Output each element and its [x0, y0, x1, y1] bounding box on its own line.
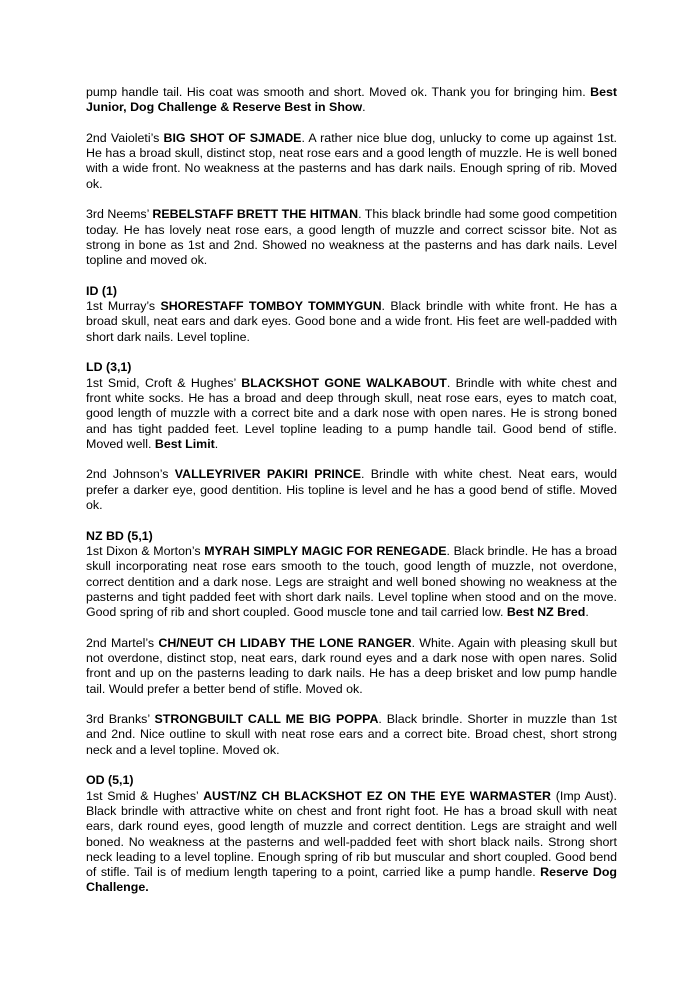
body-text: 3rd Neems’	[86, 207, 153, 222]
highlighted-text: Best NZ Bred	[506, 605, 586, 620]
highlighted-text: Best Limit	[154, 436, 215, 451]
body-text: 1st Dixon & Morton’s	[86, 543, 205, 558]
body-text: . Black brindle with white front. He has a broad skull, neat ears and dark eyes. Good bone and a wide front. His feet are well-padded with short dark nails. Level topline.	[86, 299, 617, 344]
critique-section	[86, 529, 617, 621]
body-text: .	[585, 605, 589, 620]
body-text: . This black brindle had some good competition today. He has lovely neat rose ears, a good length of muzzle and correct scissor bite. Not as strong in bone as 1st and 2nd. Showed no weakness at the pasterns and has dark nails. Level topline and moved ok.	[86, 207, 617, 268]
highlighted-text: SHORESTAFF TOMBOY TOMMYGUN	[160, 299, 382, 314]
body-text: pump handle tail. His coat was smooth and short. Moved ok. Thank you for bringing him.	[86, 85, 591, 99]
body-text: . Brindle with white chest. Neat ears, would prefer a darker eye, good dentition. His topline is level and he has a good bend of stifle. Moved ok.	[86, 467, 617, 513]
body-text: . Black brindle. He has a broad skull incorporating neat rose ears smooth to the touch, good length of muzzle, not overdone, correct dentition and a dark nose. Legs are straight and well boned showing no weakness at the pasterns and tight padded feet with short dark nails. Level topline when stood and on the move. Good spring of rib and short coupled. Good muscle tone and tail carried low.	[86, 543, 618, 620]
body-text: 2nd Vaioleti’s	[86, 130, 164, 145]
class-heading: NZ BD (5,1)	[86, 528, 153, 543]
body-text: 1st Smid & Hughes’	[86, 788, 204, 803]
highlighted-text: MYRAH SIMPLY MAGIC FOR RENEGADE	[204, 543, 447, 558]
body-text: 2nd Johnson’s	[86, 467, 175, 482]
critique-paragraph	[86, 207, 617, 268]
body-text: .	[362, 100, 366, 115]
highlighted-text: Best Junior, Dog Challenge & Reserve Best in Show	[86, 85, 617, 115]
critique-section	[86, 467, 617, 513]
critique-section	[86, 636, 617, 697]
body-text: 1st Murray’s	[86, 299, 161, 314]
highlighted-text: AUST/NZ CH BLACKSHOT EZ ON THE EYE WARMASTER	[203, 788, 551, 803]
highlighted-text: CH/NEUT CH LIDABY THE LONE RANGER	[158, 635, 412, 650]
critique-section	[86, 360, 617, 452]
body-text: 3rd Branks’	[86, 712, 155, 727]
critique-paragraph	[86, 376, 617, 452]
body-text: . Brindle with white chest and front white socks. He has a broad and deep through skull, neat rose ears, eyes to match coat, good length of muzzle with a correct bite and a dark nose with open nares. He is strong boned and has tight padded feet. Level topline leading to a pump handle tail. Good bend of stifle. Moved well.	[86, 375, 618, 451]
critique-paragraph	[86, 636, 617, 697]
critique-paragraph	[86, 299, 617, 345]
critique-section	[86, 131, 617, 192]
document-page	[86, 85, 617, 911]
highlighted-text: BLACKSHOT GONE WALKABOUT	[241, 375, 447, 390]
highlighted-text: VALLEYRIVER PAKIRI PRINCE	[174, 467, 362, 482]
class-heading: OD (5,1)	[86, 773, 134, 788]
class-heading: LD (3,1)	[86, 360, 132, 375]
body-text: (Imp Aust). Black brindle with attractive white on chest and front right foot. He has a broad skull with neat ears, dark round eyes, good length of muzzle and correct dentition. Legs are straight and well boned. No weakness at the pasterns and well-padded feet with short black nails. Strong short neck leading to a level topline. Enough spring of rib but muscular and short coupled. Good bend of stifle. Tail is of medium length tapering to a point, carried like a pump handle.	[86, 788, 617, 880]
critique-paragraph	[86, 712, 617, 758]
critique-paragraph	[86, 467, 617, 513]
highlighted-text: REBELSTAFF BRETT THE HITMAN	[152, 207, 359, 222]
class-heading: ID (1)	[86, 283, 117, 298]
highlighted-text: BIG SHOT OF SJMADE	[163, 130, 302, 145]
critique-section	[86, 207, 617, 268]
body-text: .	[214, 436, 219, 451]
critique-text	[86, 85, 617, 896]
critique-paragraph	[86, 131, 617, 192]
body-text: 1st Smid, Croft & Hughes’	[86, 375, 242, 390]
critique-paragraph	[86, 789, 617, 896]
critique-paragraph	[86, 544, 617, 620]
highlighted-text: Reserve Dog Challenge.	[86, 865, 617, 895]
body-text: . A rather nice blue dog, unlucky to come up against 1st. He has a broad skull, distinct stop, neat rose ears and a good length of muzzle. He is well boned with a wide front. No weakness at the pasterns and has dark nails. Enough spring of rib. Moved ok.	[86, 130, 617, 191]
body-text: . Black brindle. Shorter in muzzle than 1st and 2nd. Nice outline to skull with neat rose ears and a correct bite. Broad chest, short strong neck and a level topline. Moved ok.	[86, 712, 617, 757]
critique-section	[86, 773, 617, 895]
critique-section	[86, 712, 617, 758]
body-text: . White. Again with pleasing skull but not overdone, distinct stop, neat ears, dark round eyes and a dark nose with open nares. Solid front and up on the pasterns leading to dark nails. He has a deep brisket and low pump handle tail. Would prefer a better bend of stifle. Moved ok.	[86, 635, 618, 696]
critique-paragraph	[86, 85, 617, 116]
critique-section	[86, 85, 617, 116]
highlighted-text: STRONGBUILT CALL ME BIG POPPA	[154, 712, 379, 727]
body-text: 2nd Martel’s	[86, 635, 159, 650]
critique-section	[86, 284, 617, 345]
